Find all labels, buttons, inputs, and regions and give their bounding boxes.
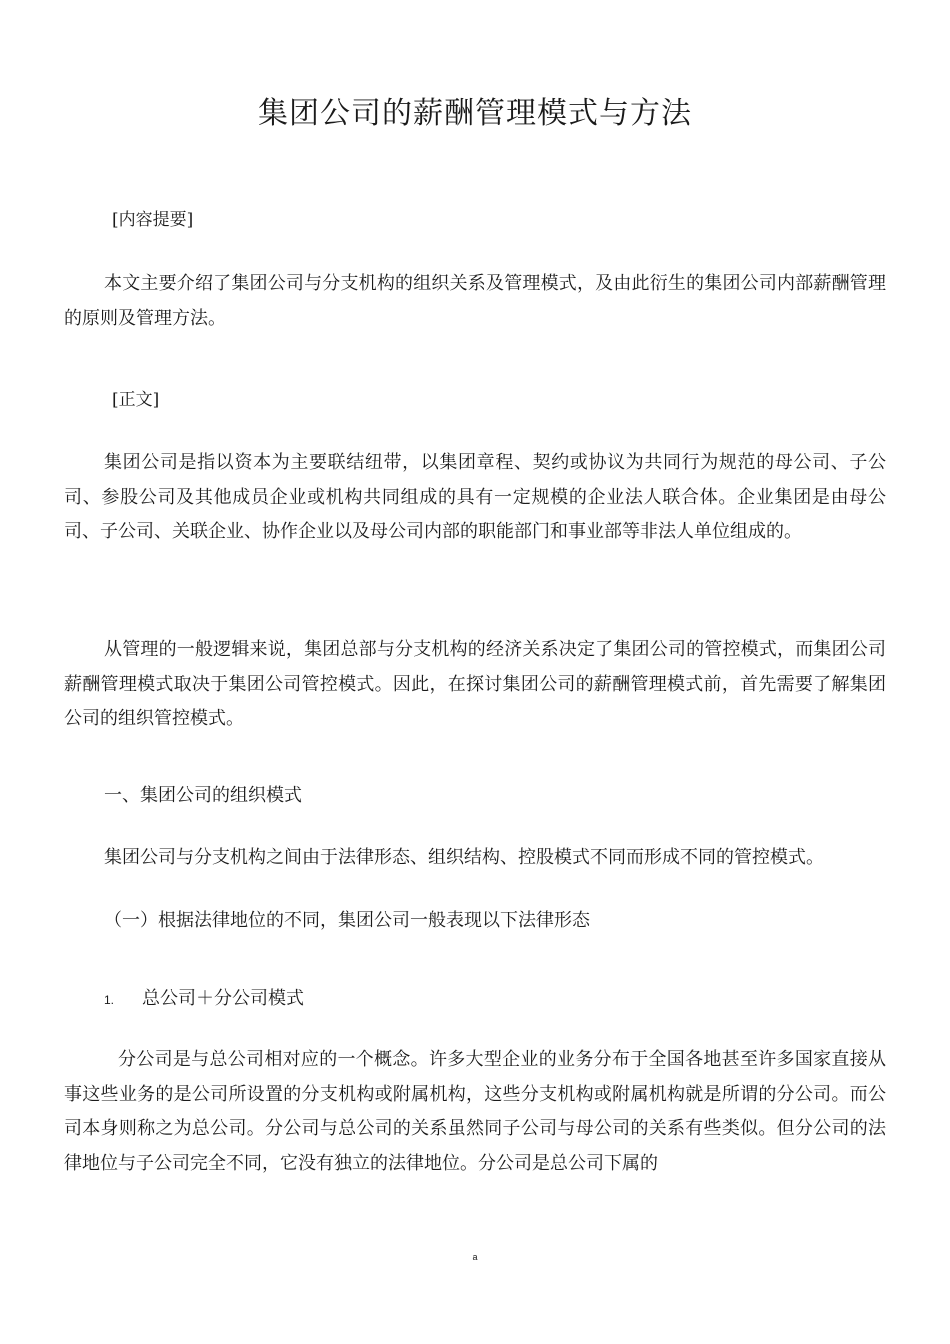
body-heading: [正文] [112,390,160,410]
body-paragraph-1: 集团公司是指以资本为主要联结纽带，以集团章程、契约或协议为共同行为规范的母公司、子公司、参股公司及其他成员企业或机构共同组成的具有一定规模的企业法人联合体。企业集团是由母公司、子公司、关联企业、协作企业以及母公司内部的职能部门和事业部等非法人单位组成的。 [64,452,886,542]
summary-paragraph: 本文主要介绍了集团公司与分支机构的组织关系及管理模式，及由此衍生的集团公司内部薪酬管理的原则及管理方法。 [64,273,886,329]
numbered-item-1 [104,984,304,1010]
subsection-heading-1: （一）根据法律地位的不同，集团公司一般表现以下法律形态 [104,910,590,931]
body-paragraph-2: 从管理的一般逻辑来说，集团总部与分支机构的经济关系决定了集团公司的管控模式，而集团公司薪酬管理模式取决于集团公司管控模式。因此，在探讨集团公司的薪酬管理模式前，首先需要了解集团公司的组织管控模式。 [64,639,886,729]
page-footer-mark: a [472,1252,478,1262]
body-paragraph-3: 集团公司与分支机构之间由于法律形态、组织结构、控股模式不同而形成不同的管控模式。 [104,847,824,868]
summary-heading: [内容提要] [112,210,194,230]
section-heading-1: 一、集团公司的组织模式 [104,785,302,806]
item-label: 总公司＋分公司模式 [142,988,304,1009]
document-title: 集团公司的薪酬管理模式与方法 [258,96,692,131]
body-paragraph-4: 分公司是与总公司相对应的一个概念。许多大型企业的业务分布于全国各地甚至许多国家直接从事这些业务的是公司所设置的分支机构或附属机构，这些分支机构或附属机构就是所谓的分公司。而公司本身则称之为总公司。分公司与总公司的关系虽然同子公司与母公司的关系有些类似。但分公司的法律地位与子公司完全不同，它没有独立的法律地位。分公司是总公司下属的 [64,1049,886,1174]
item-number: 1. [104,993,115,1007]
